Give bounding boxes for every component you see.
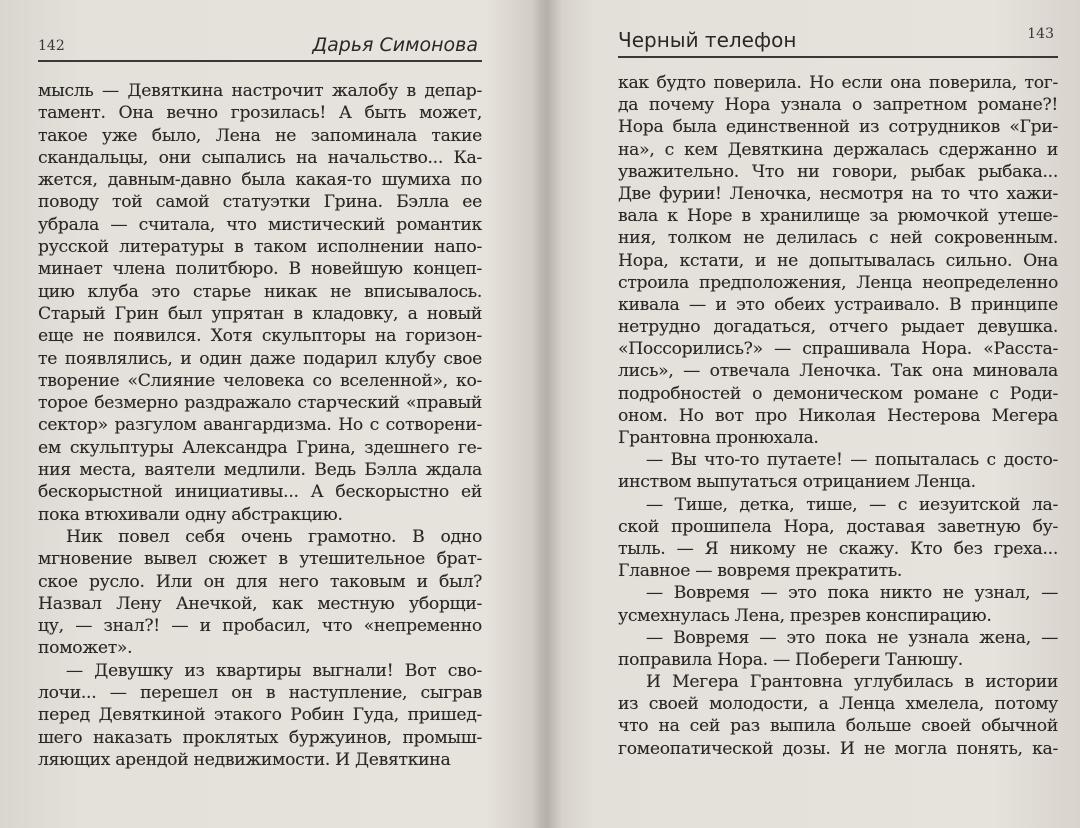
text-line: — Вовремя — это пока никто не узнал, —	[646, 583, 1058, 604]
text-line: еще не появился. Хотя скульпторы на горизон-	[38, 326, 482, 347]
text-line: Главное — вовремя прекратить.	[618, 561, 903, 582]
text-line: как будто поверила. Но если она поверила, тог-	[618, 73, 1058, 93]
text-line: ское русло. Или он для него таковым и был?	[38, 571, 482, 592]
text-line: тыль. — Я никому не скажу. Кто без греха...	[618, 538, 1058, 559]
left-running-head: Дарья Симонова	[312, 34, 478, 56]
left-page-text	[38, 80, 482, 771]
text-line: перед Девяткиной этакого Робин Гуда, пришед-	[38, 705, 482, 726]
text-line: поводу той самой статуэтки Грина. Бэлла ее	[38, 192, 482, 213]
text-line: оном. Но вот про Николая Нестерова Мегера	[618, 405, 1058, 426]
text-line: ляющих арендой недвижимости. И Девяткина	[38, 749, 451, 770]
left-page-header	[38, 24, 482, 62]
text-line: на», с кем Девяткина держалась сдержанно и	[618, 139, 1058, 160]
text-line: нетрудно догадаться, отчего рыдает девушка.	[618, 317, 1058, 338]
text-line: убрала — считала, что мистический романтик	[38, 214, 482, 235]
text-line: И Мегера Грантовна углубилась в истории	[646, 672, 1058, 693]
text-line: Нора, кстати, и не допытывалась сильно. Она	[618, 250, 1058, 271]
right-page-header	[618, 20, 1058, 58]
text-line: ния места, ваятели медлили. Ведь Бэлла ждала	[38, 460, 482, 481]
text-line: пока втюхивали одну абстракцию.	[38, 504, 343, 525]
text-line: ской прошипела Нора, доставая заветную бу-	[618, 516, 1058, 537]
text-line: ния, толком не делилась с ней сокровенным.	[618, 228, 1058, 249]
text-line: Назвал Лену Анечкой, как местную уборщи-	[38, 593, 482, 614]
text-line: те появлялись, и один даже подарил клубу свое	[38, 348, 482, 369]
text-line: что на сей раз выпила больше своей обычной	[618, 716, 1058, 737]
text-line: ем скульптуры Александра Грина, здешнего ге-	[38, 437, 482, 458]
text-line: мысль — Девяткина настрочит жалобу в депар-	[38, 81, 482, 101]
left-page-number: 142	[38, 38, 65, 54]
text-line: поправила Нора. — Побереги Танюшу.	[618, 649, 963, 670]
text-line: тамент. Она вечно грозилась! А быть может,	[38, 103, 482, 124]
text-line: скандальцы, они сыпались на начальство... Ка-	[38, 147, 482, 168]
text-line: «Поссорились?» — спрашивала Нора. «Расста-	[618, 339, 1058, 360]
right-page	[618, 0, 1058, 828]
text-line: усмехнулась Лена, презрев конспирацию.	[618, 605, 992, 626]
text-line: русской литературы в таком исполнении напо-	[38, 237, 482, 258]
right-page-text	[618, 72, 1058, 760]
text-line: кивала — и это обеих устраивало. В принципе	[618, 294, 1058, 315]
text-line: — Девушку из квартиры выгнали! Вот сво-	[66, 660, 482, 681]
text-line: из своей молодости, а Ленца хмелела, потому	[618, 694, 1058, 715]
text-line: лись», — отвечала Леночка. Так она миновала	[618, 361, 1058, 382]
book-gutter	[532, 0, 562, 828]
text-line: подробностей о демоническом романе с Роди-	[618, 383, 1058, 404]
text-line: цию клуба это старье никак не вписывалось.	[38, 281, 482, 302]
right-page-number: 143	[1027, 26, 1054, 42]
text-line: жется, давным-давно была какая-то шумиха по	[38, 170, 482, 191]
text-line: цу, — знал?! — и пробасил, что «непременно	[38, 616, 482, 637]
text-line: мгновение вывел сюжет в утешительное брат-	[38, 549, 482, 570]
text-line: уважительно. Что ни говори, рыбак рыбака...	[618, 161, 1058, 182]
text-line: поможет».	[38, 638, 133, 659]
text-line: лочи... — перешел он в наступление, сыграв	[38, 683, 482, 704]
text-line: вала к Норе в хранилище за рюмочкой утеше-	[618, 206, 1058, 227]
text-line: инством выпутаться отрицанием Ленца.	[618, 472, 976, 493]
text-line: минает члена политбюро. В новейшую концеп-	[38, 259, 482, 280]
text-line: строила предположения, Ленца неопределенно	[618, 272, 1058, 293]
text-line: Две фурии! Леночка, несмотря на то что хажи-	[618, 183, 1058, 204]
text-line: да почему Нора узнала о запретном романе?!	[618, 95, 1058, 116]
text-line: такое уже было, Лена не запоминала такие	[38, 125, 482, 146]
text-line: торое безмерно раздражало старческий «правый	[38, 393, 482, 414]
text-line: Грантовна пронюхала.	[618, 428, 819, 448]
text-line: гомеопатической дозы. И не могла понять, ка-	[618, 738, 1058, 759]
text-line: — Вовремя — это пока не узнала жена, —	[646, 627, 1058, 648]
right-running-head: Черный телефон	[618, 28, 797, 52]
text-line: Нора была единственной из сотрудников «Гри-	[618, 117, 1058, 138]
text-line: шего наказать проклятых буржуинов, промыш-	[38, 727, 482, 748]
left-page	[38, 0, 482, 828]
text-line: сектор» разгулом авангардизма. Но с сотворени-	[38, 415, 482, 436]
text-line: — Тише, детка, тише, — с иезуитской ла-	[646, 494, 1058, 515]
text-line: творение «Слияние человека со вселенной», ко-	[38, 370, 482, 391]
text-line: — Вы что-то путаете! — попыталась с досто-	[646, 450, 1058, 471]
text-line: бескорыстной инициативы... А бескорыстно ей	[38, 482, 482, 503]
text-line: Старый Грин был упрятан в кладовку, а новый	[38, 303, 482, 324]
text-line: Ник повел себя очень грамотно. В одно	[66, 526, 482, 547]
